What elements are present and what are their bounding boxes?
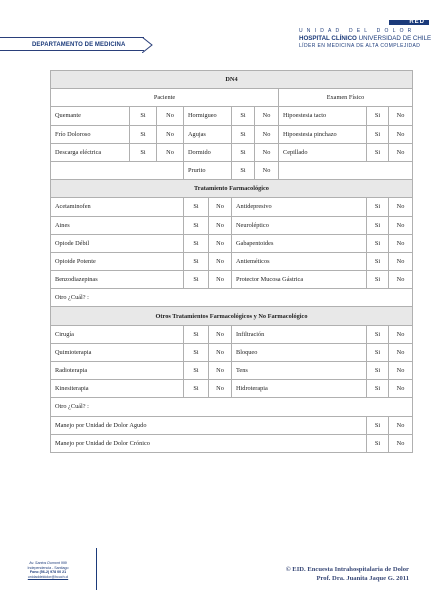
no-option[interactable]: No — [389, 343, 413, 361]
treatment-label: Tens — [232, 362, 367, 380]
no-option[interactable]: No — [157, 143, 184, 161]
no-option[interactable]: No — [209, 216, 232, 234]
exam-label: Hipoestesia tacto — [279, 107, 367, 125]
no-option[interactable]: No — [157, 125, 184, 143]
dn4-row — [51, 125, 413, 143]
symptom-label: Prurito — [184, 161, 232, 179]
yes-option[interactable]: Si — [367, 143, 389, 161]
yes-option[interactable]: Si — [184, 362, 209, 380]
yes-option[interactable]: Si — [367, 107, 389, 125]
no-option[interactable]: No — [389, 271, 413, 289]
yes-option[interactable]: Si — [184, 234, 209, 252]
exam-label: Hipoestesia pinchazo — [279, 125, 367, 143]
treatment-label: Kinesiterapia — [51, 380, 184, 398]
yes-option[interactable]: Si — [232, 161, 255, 179]
yes-option[interactable]: Si — [367, 434, 389, 452]
yes-option[interactable]: Si — [367, 416, 389, 434]
hospital-logo — [299, 19, 432, 49]
treatment-row — [51, 325, 413, 343]
treatment-row — [51, 198, 413, 216]
address-line: Av. Santos Dumont 999 — [29, 561, 67, 565]
symptom-label: Descarga eléctrica — [51, 143, 130, 161]
yes-option[interactable]: Si — [130, 143, 157, 161]
symptom-label: Quemante — [51, 107, 130, 125]
treatment-label: Benzodiazepinas — [51, 271, 184, 289]
yes-option[interactable]: Si — [232, 125, 255, 143]
treatment-row — [51, 271, 413, 289]
exam-label: Cepillado — [279, 143, 367, 161]
no-option[interactable]: No — [389, 234, 413, 252]
no-option[interactable]: No — [255, 125, 279, 143]
yes-option[interactable]: Si — [130, 107, 157, 125]
yes-option[interactable]: Si — [367, 271, 389, 289]
yes-option[interactable]: Si — [232, 143, 255, 161]
yes-option[interactable]: Si — [184, 198, 209, 216]
yes-option[interactable]: Si — [367, 252, 389, 270]
yes-option[interactable]: Si — [232, 107, 255, 125]
logo-hospital-name: HOSPITAL CLÍNICO UNIVERSIDAD DE CHILE — [299, 35, 432, 42]
footer-copyright — [286, 565, 409, 583]
treatment-label: Antieméticos — [232, 252, 367, 270]
treatment-label: Opioide Potente — [51, 252, 184, 270]
yes-option[interactable]: Si — [367, 198, 389, 216]
logo-red-text: RED — [409, 19, 425, 25]
otros-tratamientos-header: Otros Tratamientos Farmacológicos y No Farmacológico — [51, 307, 413, 325]
yes-option[interactable]: Si — [367, 343, 389, 361]
author-line: Prof. Dra. Juanita Jaque G. 2011 — [316, 575, 409, 582]
department-banner — [0, 37, 144, 51]
examen-fisico-header: Examen Físico — [279, 89, 413, 107]
dn4-title: DN4 — [51, 71, 413, 89]
no-option[interactable]: No — [389, 325, 413, 343]
treatment-label: Radioterapia — [51, 362, 184, 380]
treatment-label: Cirugía — [51, 325, 184, 343]
yes-option[interactable]: Si — [184, 325, 209, 343]
treatment-row — [51, 362, 413, 380]
address-line: Independencia - Santiago — [27, 565, 69, 570]
department-label: DEPARTAMENTO DE MEDICINA — [32, 42, 126, 48]
treatment-row — [51, 234, 413, 252]
logo-tagline: LÍDER EN MEDICINA DE ALTA COMPLEJIDAD — [299, 43, 421, 49]
manejo-label: Manejo por Unidad de Dolor Agudo — [51, 416, 367, 434]
tratamiento-farmacologico-header: Tratamiento Farmacológico — [51, 180, 413, 198]
symptom-label: Hormigueo — [184, 107, 232, 125]
treatment-label: Aines — [51, 216, 184, 234]
logo-unit-name: UNIDAD DEL DOLOR — [299, 28, 416, 34]
no-option[interactable]: No — [209, 234, 232, 252]
treatment-row — [51, 252, 413, 270]
manejo-row — [51, 416, 413, 434]
treatment-label: Bloqueo — [232, 343, 367, 361]
yes-option[interactable]: Si — [184, 343, 209, 361]
dn4-row — [51, 107, 413, 125]
email-link[interactable]: unidaddeldolor@hcuch.cl — [27, 574, 69, 579]
no-option[interactable]: No — [389, 434, 413, 452]
yes-option[interactable]: Si — [367, 325, 389, 343]
yes-option[interactable]: Si — [184, 216, 209, 234]
no-option[interactable]: No — [389, 198, 413, 216]
no-option[interactable]: No — [389, 362, 413, 380]
yes-option[interactable]: Si — [367, 125, 389, 143]
treatment-row — [51, 343, 413, 361]
no-option[interactable]: No — [389, 416, 413, 434]
no-option[interactable]: No — [209, 271, 232, 289]
yes-option[interactable]: Si — [367, 380, 389, 398]
prurito-row — [51, 161, 413, 179]
treatment-label: Acetaminofen — [51, 198, 184, 216]
no-option[interactable]: No — [209, 362, 232, 380]
treatment-label: Protector Mucosa Gástrica — [232, 271, 367, 289]
treatment-label: Gabapentoides — [232, 234, 367, 252]
yes-option[interactable]: Si — [184, 380, 209, 398]
footer-address — [6, 561, 90, 579]
otro-cual-field[interactable]: Otro ¿Cuál? : — [51, 289, 413, 307]
empty-cell — [51, 161, 184, 179]
no-option[interactable]: No — [209, 198, 232, 216]
no-option[interactable]: No — [255, 143, 279, 161]
treatment-label: Hidroterapia — [232, 380, 367, 398]
no-option[interactable]: No — [209, 380, 232, 398]
empty-cell — [279, 161, 413, 179]
no-option[interactable]: No — [389, 107, 413, 125]
yes-option[interactable]: Si — [184, 271, 209, 289]
banner-arrow-icon — [142, 37, 156, 53]
symptom-label: Agujas — [184, 125, 232, 143]
yes-option[interactable]: Si — [367, 234, 389, 252]
copyright-line: © EID. Encuesta Intrahospitalaria de Dolor — [285, 566, 409, 573]
no-option[interactable]: No — [389, 380, 413, 398]
no-option[interactable]: No — [209, 325, 232, 343]
no-option[interactable]: No — [389, 216, 413, 234]
address-line: Fono (56-2) 978 00 21 — [29, 570, 67, 575]
no-option[interactable]: No — [389, 125, 413, 143]
no-option[interactable]: No — [255, 161, 279, 179]
yes-option[interactable]: Si — [130, 125, 157, 143]
yes-option[interactable]: Si — [367, 362, 389, 380]
paciente-header: Paciente — [51, 89, 279, 107]
no-option[interactable]: No — [209, 252, 232, 270]
otro-cual-field[interactable]: Otro ¿Cuál? : — [51, 398, 413, 416]
no-option[interactable]: No — [389, 143, 413, 161]
no-option[interactable]: No — [209, 343, 232, 361]
dn4-row — [51, 143, 413, 161]
treatment-label: Quimioterapia — [51, 343, 184, 361]
footer-divider — [96, 548, 97, 590]
no-option[interactable]: No — [389, 252, 413, 270]
yes-option[interactable]: Si — [367, 216, 389, 234]
treatment-row — [51, 216, 413, 234]
dn4-form-table — [50, 70, 413, 453]
manejo-label: Manejo por Unidad de Dolor Crónico — [51, 434, 367, 452]
treatment-label: Antidepresivo — [232, 198, 367, 216]
treatment-label: Neuroléptico — [232, 216, 367, 234]
treatment-row — [51, 380, 413, 398]
symptom-label: Frío Doloroso — [51, 125, 130, 143]
treatment-label: Opiode Débil — [51, 234, 184, 252]
yes-option[interactable]: Si — [184, 252, 209, 270]
treatment-label: Infiltración — [232, 325, 367, 343]
manejo-row — [51, 434, 413, 452]
no-option[interactable]: No — [157, 107, 184, 125]
symptom-label: Dormido — [184, 143, 232, 161]
no-option[interactable]: No — [255, 107, 279, 125]
